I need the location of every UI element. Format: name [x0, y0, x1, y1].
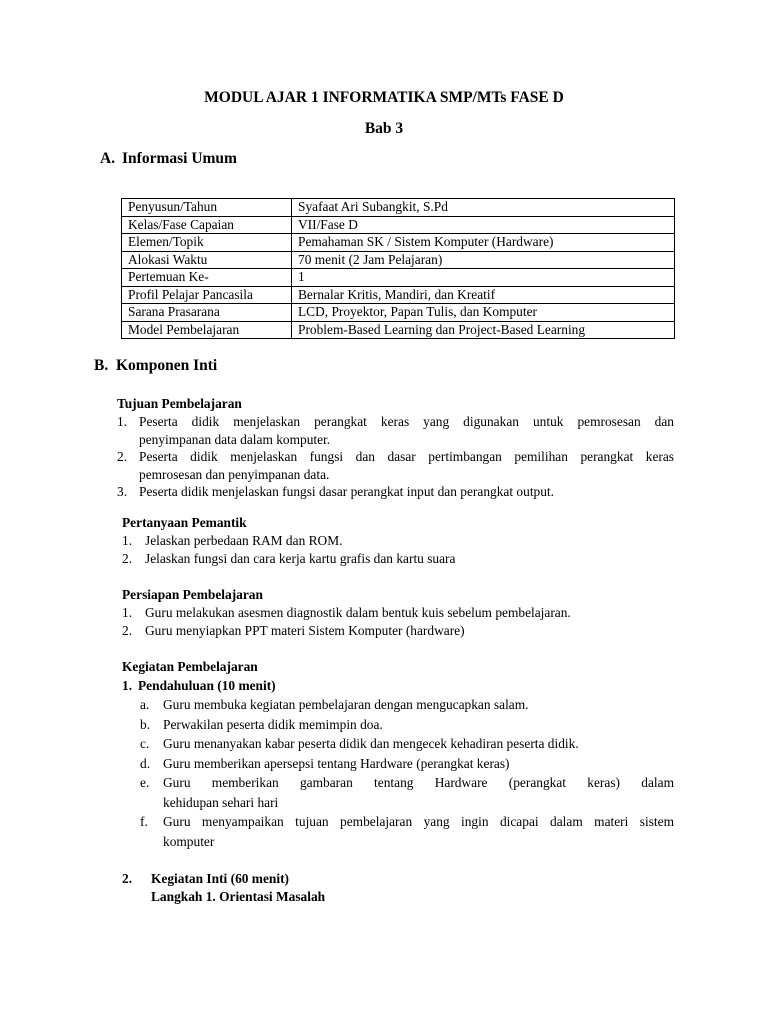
list-number: 2. [122, 622, 133, 638]
inti-number: 2. [122, 871, 133, 886]
table-value: VII/Fase D [292, 216, 675, 234]
list-item [117, 413, 674, 448]
chapter-title: Bab 3 [364, 120, 404, 137]
list-text-line: Peserta didik menjelaskan fungsi dasar perangkat input dan perangkat output. [139, 484, 554, 499]
table-row [122, 251, 675, 269]
list-text-line: Peserta didik menjelaskan perangkat keras yang digunakan untuk pemrosesan dan [139, 414, 674, 429]
table-key: Profil Pelajar Pancasila [122, 286, 292, 304]
list-number: 1. [122, 605, 133, 620]
list-text-line: pemrosesan dan penyimpanan data. [139, 466, 330, 482]
section-b-heading [94, 357, 217, 375]
list-text: Guru melakukan asesmen diagnostik dalam bentuk kuis sebelum pembelajaran. [145, 605, 571, 620]
document-title: MODUL AJAR 1 INFORMATIKA SMP/MTs FASE D [204, 89, 564, 106]
list-item [117, 483, 674, 501]
pertanyaan-heading: Pertanyaan Pemantik [122, 515, 247, 530]
inti-subtitle: Langkah 1. Orientasi Masalah [151, 889, 326, 904]
list-item [140, 715, 674, 735]
list-item [122, 550, 674, 568]
tujuan-heading: Tujuan Pembelajaran [117, 396, 242, 411]
pendahuluan-number: 1. [122, 678, 133, 693]
list-item [140, 695, 674, 715]
section-b-label: B. [94, 357, 109, 374]
pendahuluan-list [140, 695, 674, 851]
info-table [121, 198, 675, 339]
list-text-line: Guru membuka kegiatan pembelajaran dengan mengucapkan salam. [163, 697, 529, 712]
table-value: Bernalar Kritis, Mandiri, dan Kreatif [292, 286, 675, 304]
list-item [117, 448, 674, 483]
list-item [140, 754, 674, 774]
table-row [122, 321, 675, 339]
list-text-line: komputer [163, 833, 215, 849]
list-text-line: penyimpanan data dalam komputer. [139, 431, 331, 447]
section-a-heading [100, 150, 237, 168]
table-row [122, 304, 675, 322]
table-value: 70 menit (2 Jam Pelajaran) [292, 251, 675, 269]
table-row [122, 269, 675, 287]
table-key: Sarana Prasarana [122, 304, 292, 322]
table-key: Penyusun/Tahun [122, 199, 292, 217]
table-value: 1 [292, 269, 675, 287]
section-a-title: Informasi Umum [122, 150, 237, 167]
list-text: Jelaskan fungsi dan cara kerja kartu grafis dan kartu suara [145, 550, 456, 566]
persiapan-list [122, 604, 674, 639]
list-text: Guru menyiapkan PPT materi Sistem Komputer (hardware) [145, 622, 465, 638]
list-number: 2. [122, 550, 133, 566]
list-letter: c. [140, 736, 150, 751]
pendahuluan-title: Pendahuluan (10 menit) [138, 678, 276, 693]
kegiatan-heading: Kegiatan Pembelajaran [122, 659, 258, 674]
table-key: Kelas/Fase Capaian [122, 216, 292, 234]
list-text-line: Perwakilan peserta didik memimpin doa. [163, 716, 383, 732]
table-value: LCD, Proyektor, Papan Tulis, dan Komputer [292, 304, 675, 322]
list-text: Jelaskan perbedaan RAM dan ROM. [145, 533, 343, 548]
list-text-line: Peserta didik menjelaskan fungsi dan dasar pertimbangan pemilihan perangkat keras [139, 449, 674, 464]
inti-heading [122, 870, 289, 888]
list-letter: a. [140, 697, 150, 712]
list-number: 1. [117, 414, 128, 429]
table-row [122, 286, 675, 304]
list-number: 2. [117, 449, 128, 464]
list-text-line: Guru menanyakan kabar peserta didik dan mengecek kehadiran peserta didik. [163, 736, 579, 751]
tujuan-list [117, 413, 674, 501]
list-letter: f. [140, 814, 148, 829]
list-text-line: Guru memberikan apersepsi tentang Hardware (perangkat keras) [163, 755, 510, 771]
section-b-title: Komponen Inti [116, 357, 218, 374]
list-text-line: Guru menyampaikan tujuan pembelajaran yang ingin dicapai dalam materi sistem [163, 814, 674, 829]
list-item [140, 773, 674, 812]
list-item [122, 532, 674, 550]
table-value: Problem-Based Learning dan Project-Based Learning [292, 321, 675, 339]
table-key: Alokasi Waktu [122, 251, 292, 269]
list-number: 1. [122, 533, 133, 548]
inti-title: Kegiatan Inti (60 menit) [151, 871, 289, 886]
table-key: Model Pembelajaran [122, 321, 292, 339]
list-item [122, 622, 674, 640]
table-value: Syafaat Ari Subangkit, S.Pd [292, 199, 675, 217]
list-text-line: kehidupan sehari hari [163, 794, 279, 810]
table-row [122, 234, 675, 252]
section-a-label: A. [100, 150, 116, 167]
list-item [140, 812, 674, 851]
list-letter: b. [140, 716, 151, 732]
list-letter: d. [140, 755, 151, 771]
table-key: Pertemuan Ke- [122, 269, 292, 287]
list-letter: e. [140, 775, 150, 790]
list-item [140, 734, 674, 754]
list-item [122, 604, 674, 622]
table-value: Pemahaman SK / Sistem Komputer (Hardware) [292, 234, 675, 252]
persiapan-heading: Persiapan Pembelajaran [122, 587, 263, 602]
table-row [122, 216, 675, 234]
table-row [122, 199, 675, 217]
pendahuluan-heading [122, 677, 276, 695]
pertanyaan-list [122, 532, 674, 567]
table-key: Elemen/Topik [122, 234, 292, 252]
list-number: 3. [117, 484, 128, 499]
list-text-line: Guru memberikan gambaran tentang Hardware (perangkat keras) dalam [163, 775, 674, 790]
